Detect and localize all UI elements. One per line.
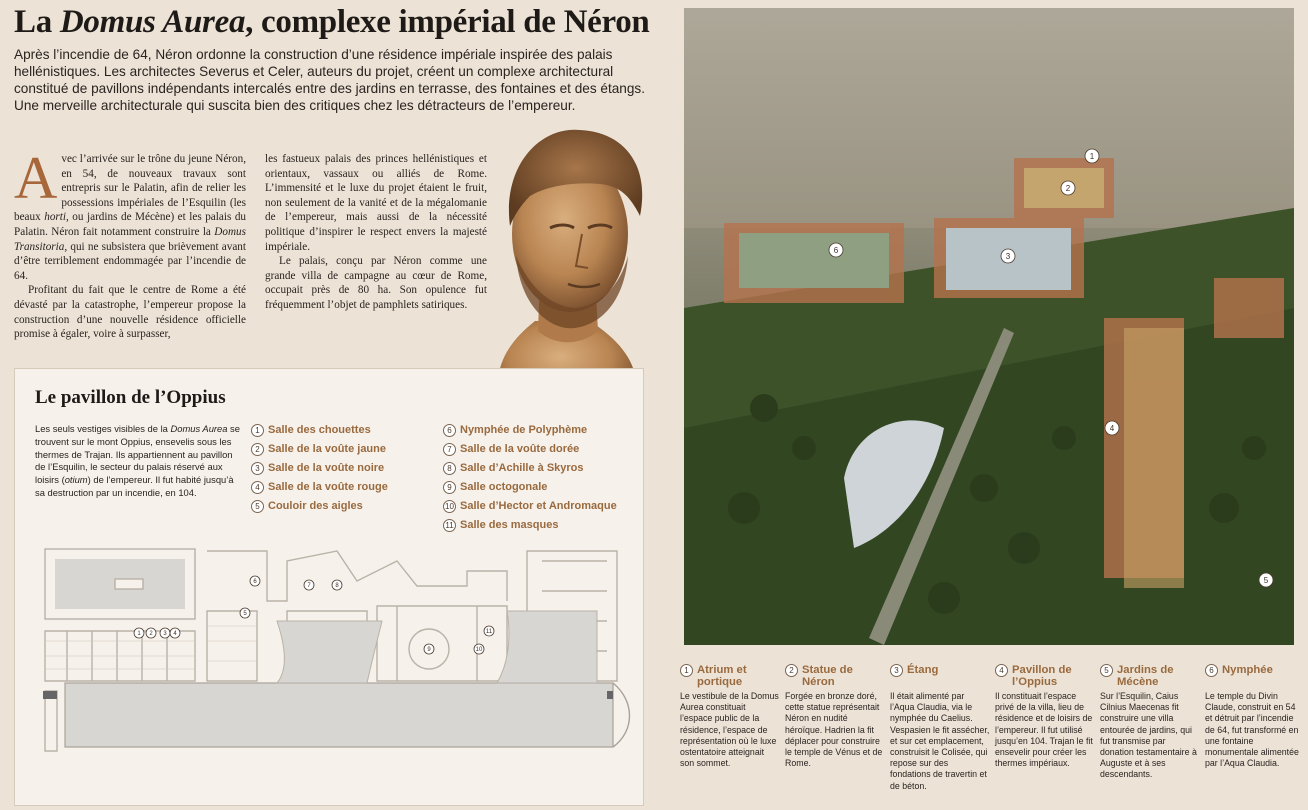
place-number-badge: 4 — [995, 664, 1008, 677]
place-number-badge: 5 — [1100, 664, 1113, 677]
place-description: Sur l’Esquilin, Caius Cilnius Maecenas fit construire une villa entourée de jardins, qui fut transmise par donation testamentaire à Auguste et à ses descendants. — [1100, 691, 1197, 780]
room-legend-item: 7 Salle de la voûte dorée — [443, 440, 617, 459]
room-number-badge: 7 — [443, 443, 456, 456]
place-entry — [680, 664, 780, 769]
marker-label: 4 — [1109, 423, 1115, 433]
place-title: Statue de Néron — [802, 664, 853, 688]
place-description: Le vestibule de la Domus Aurea constituait l’espace public de la résidence, l’espace de représentation où le luxe ostentatoire atteignait son sommet. — [680, 691, 779, 769]
place-title: Étang — [907, 664, 939, 676]
marker-label: 10 — [475, 647, 483, 654]
room-number-badge: 4 — [251, 481, 264, 494]
marker-label: 3 — [1005, 251, 1011, 261]
pavilion-title: Le pavillon de l’Oppius — [35, 387, 226, 408]
marker-label: 8 — [335, 583, 339, 590]
room-legend-item: 2 Salle de la voûte jaune — [251, 440, 388, 459]
rooms-legend-left — [251, 421, 388, 516]
place-title: Nymphée — [1222, 664, 1273, 676]
place-number-badge: 2 — [785, 664, 798, 677]
room-number-badge: 3 — [251, 462, 264, 475]
marker-label: 3 — [163, 631, 167, 638]
article-paragraph-1: Avec l’arrivée sur le trône du jeune Néron, en 54, de nouveaux travaux sont entrepris sur le Palatin, afin de relier les possessions impériales de l’Esquilin (les beaux horti, ou jardins de Mécène) et les palais du Palatin. Néron fait notamment construire la Domus Transitoria, qui ne subsistera que brièvement avant d’être terriblement endommagée par l’incendie de 64. — [14, 145, 247, 282]
article-column-2 — [265, 152, 487, 313]
article-column-1 — [14, 145, 247, 342]
room-number-badge: 9 — [443, 481, 456, 494]
place-entry — [995, 664, 1095, 769]
room-legend-item: 8 Salle d’Achille à Skyros — [443, 459, 617, 478]
place-description: Le temple du Divin Claude, construit en 54 et détruit par l’incendie de 64, fut transformé en une fontaine monumentale alimentée par l’Aqua Claudia. — [1205, 691, 1299, 769]
room-number-badge: 11 — [443, 519, 456, 532]
place-title: Atrium et portique — [697, 664, 747, 688]
marker-label: 5 — [243, 611, 247, 618]
place-number-badge: 3 — [890, 664, 903, 677]
place-entry — [1205, 664, 1305, 769]
marker-label: 1 — [137, 631, 141, 638]
marker-label: 2 — [1065, 183, 1071, 193]
room-number-badge: 1 — [251, 424, 264, 437]
room-legend-item: 9 Salle octogonale — [443, 478, 617, 497]
marker-label: 5 — [1263, 575, 1269, 585]
place-entry — [890, 664, 990, 792]
room-number-badge: 10 — [443, 500, 456, 513]
marker-label: 1 — [1089, 151, 1095, 161]
place-description: Il constituait l’espace privé de la villa, lieu de résidence et de loisirs de l’empereur. Il fut utilisé jusqu’en 104. Trajan le fit ensevelir pour créer les thermes impériaux. — [995, 691, 1093, 769]
article-paragraph-4: Le palais, conçu par Néron comme une grande villa de campagne au cœur de Rome, occupait près de 80 ha. Son opulence fut fréquemment l’objet de pamphlets satiriques. — [265, 255, 487, 311]
room-legend-item: 5 Couloir des aigles — [251, 497, 388, 516]
place-entry — [785, 664, 885, 769]
room-number-badge: 6 — [443, 424, 456, 437]
article-paragraph-2: Profitant du fait que le centre de Rome a été dévasté par la catastrophe, l’empereur propose la construction d’une nouvelle résidence officielle promise à égaler, voire à surpasser, — [14, 284, 246, 341]
place-title: Jardins de Mécène — [1117, 664, 1174, 688]
places-legend — [680, 664, 1300, 804]
room-legend-item: 6 Nymphée de Polyphème — [443, 421, 617, 440]
oppius-floor-plan — [37, 541, 637, 766]
room-legend-item: 3 Salle de la voûte noire — [251, 459, 388, 478]
rooms-legend-right — [443, 421, 617, 535]
place-description: Il était alimenté par l’Aqua Claudia, via le nymphée du Caelius. Vespasien le fit assécher, et sur cet emplacement, construisit le Colisée, qui repose sur des fondations de travertin et de béton. — [890, 691, 990, 791]
place-number-badge: 6 — [1205, 664, 1218, 677]
article-paragraph-3: les fastueux palais des princes hellénistiques et orientaux, vassaux ou alliés de Rome. L’immensité et le luxe du projet étaient le fruit, non seulement de la vanité et de la mégalomanie de l’empereur, mais aussi de la nécessité politique d’inspirer le respect envers la majesté impériale. — [265, 153, 487, 253]
marker-label: 9 — [427, 647, 431, 654]
domus-aurea-aerial-view — [684, 8, 1294, 645]
room-legend-item: 4 Salle de la voûte rouge — [251, 478, 388, 497]
place-entry — [1100, 664, 1200, 781]
place-description: Forgée en bronze doré, cette statue représentait Néron en nudité héroïque. Hadrien la fit déplacer pour construire le temple de Vénus et de Rome. — [785, 691, 883, 769]
drop-cap: A — [14, 145, 58, 211]
marker-label: 11 — [485, 629, 493, 636]
page-title: La Domus Aurea, complexe impérial de Néron — [14, 4, 650, 40]
marker-label: 6 — [833, 245, 839, 255]
room-number-badge: 2 — [251, 443, 264, 456]
marker-label: 6 — [253, 579, 257, 586]
place-title: Pavillon de l’Oppius — [1012, 664, 1072, 688]
room-legend-item: 11 Salle des masques — [443, 516, 617, 535]
oppius-pavilion-panel — [14, 368, 644, 806]
room-number-badge: 8 — [443, 462, 456, 475]
pavilion-description: Les seuls vestiges visibles de la Domus Aurea se trouvent sur le mont Oppius, ensevelis sous les thermes de Trajan. Ils appartiennent au pavillon de l’Esquilin, le secteur du palais réservé aux loisirs (otium) de l’empereur. Il fut habité jusqu’à sa destruction par un incendie, en 104. — [35, 423, 240, 498]
intro-paragraph: Après l’incendie de 64, Néron ordonne la construction d’une résidence impériale inspirée des palais hellénistiques. Les architectes Severus et Celer, auteurs du projet, créent un complexe architectural constitué de pavillons indépendants intercalés entre des jardins en terrasse, des fontaines et des étangs. Une merveille architecturale qui suscita bien des critiques chez les détracteurs de l’empereur. — [14, 47, 645, 113]
room-legend-item: 10 Salle d’Hector et Andromaque — [443, 497, 617, 516]
marker-label: 2 — [149, 631, 153, 638]
marker-label: 7 — [307, 583, 311, 590]
marker-label: 4 — [173, 631, 177, 638]
place-number-badge: 1 — [680, 664, 693, 677]
room-number-badge: 5 — [251, 500, 264, 513]
nero-bust-image — [480, 116, 655, 411]
room-legend-item: 1 Salle des chouettes — [251, 421, 388, 440]
